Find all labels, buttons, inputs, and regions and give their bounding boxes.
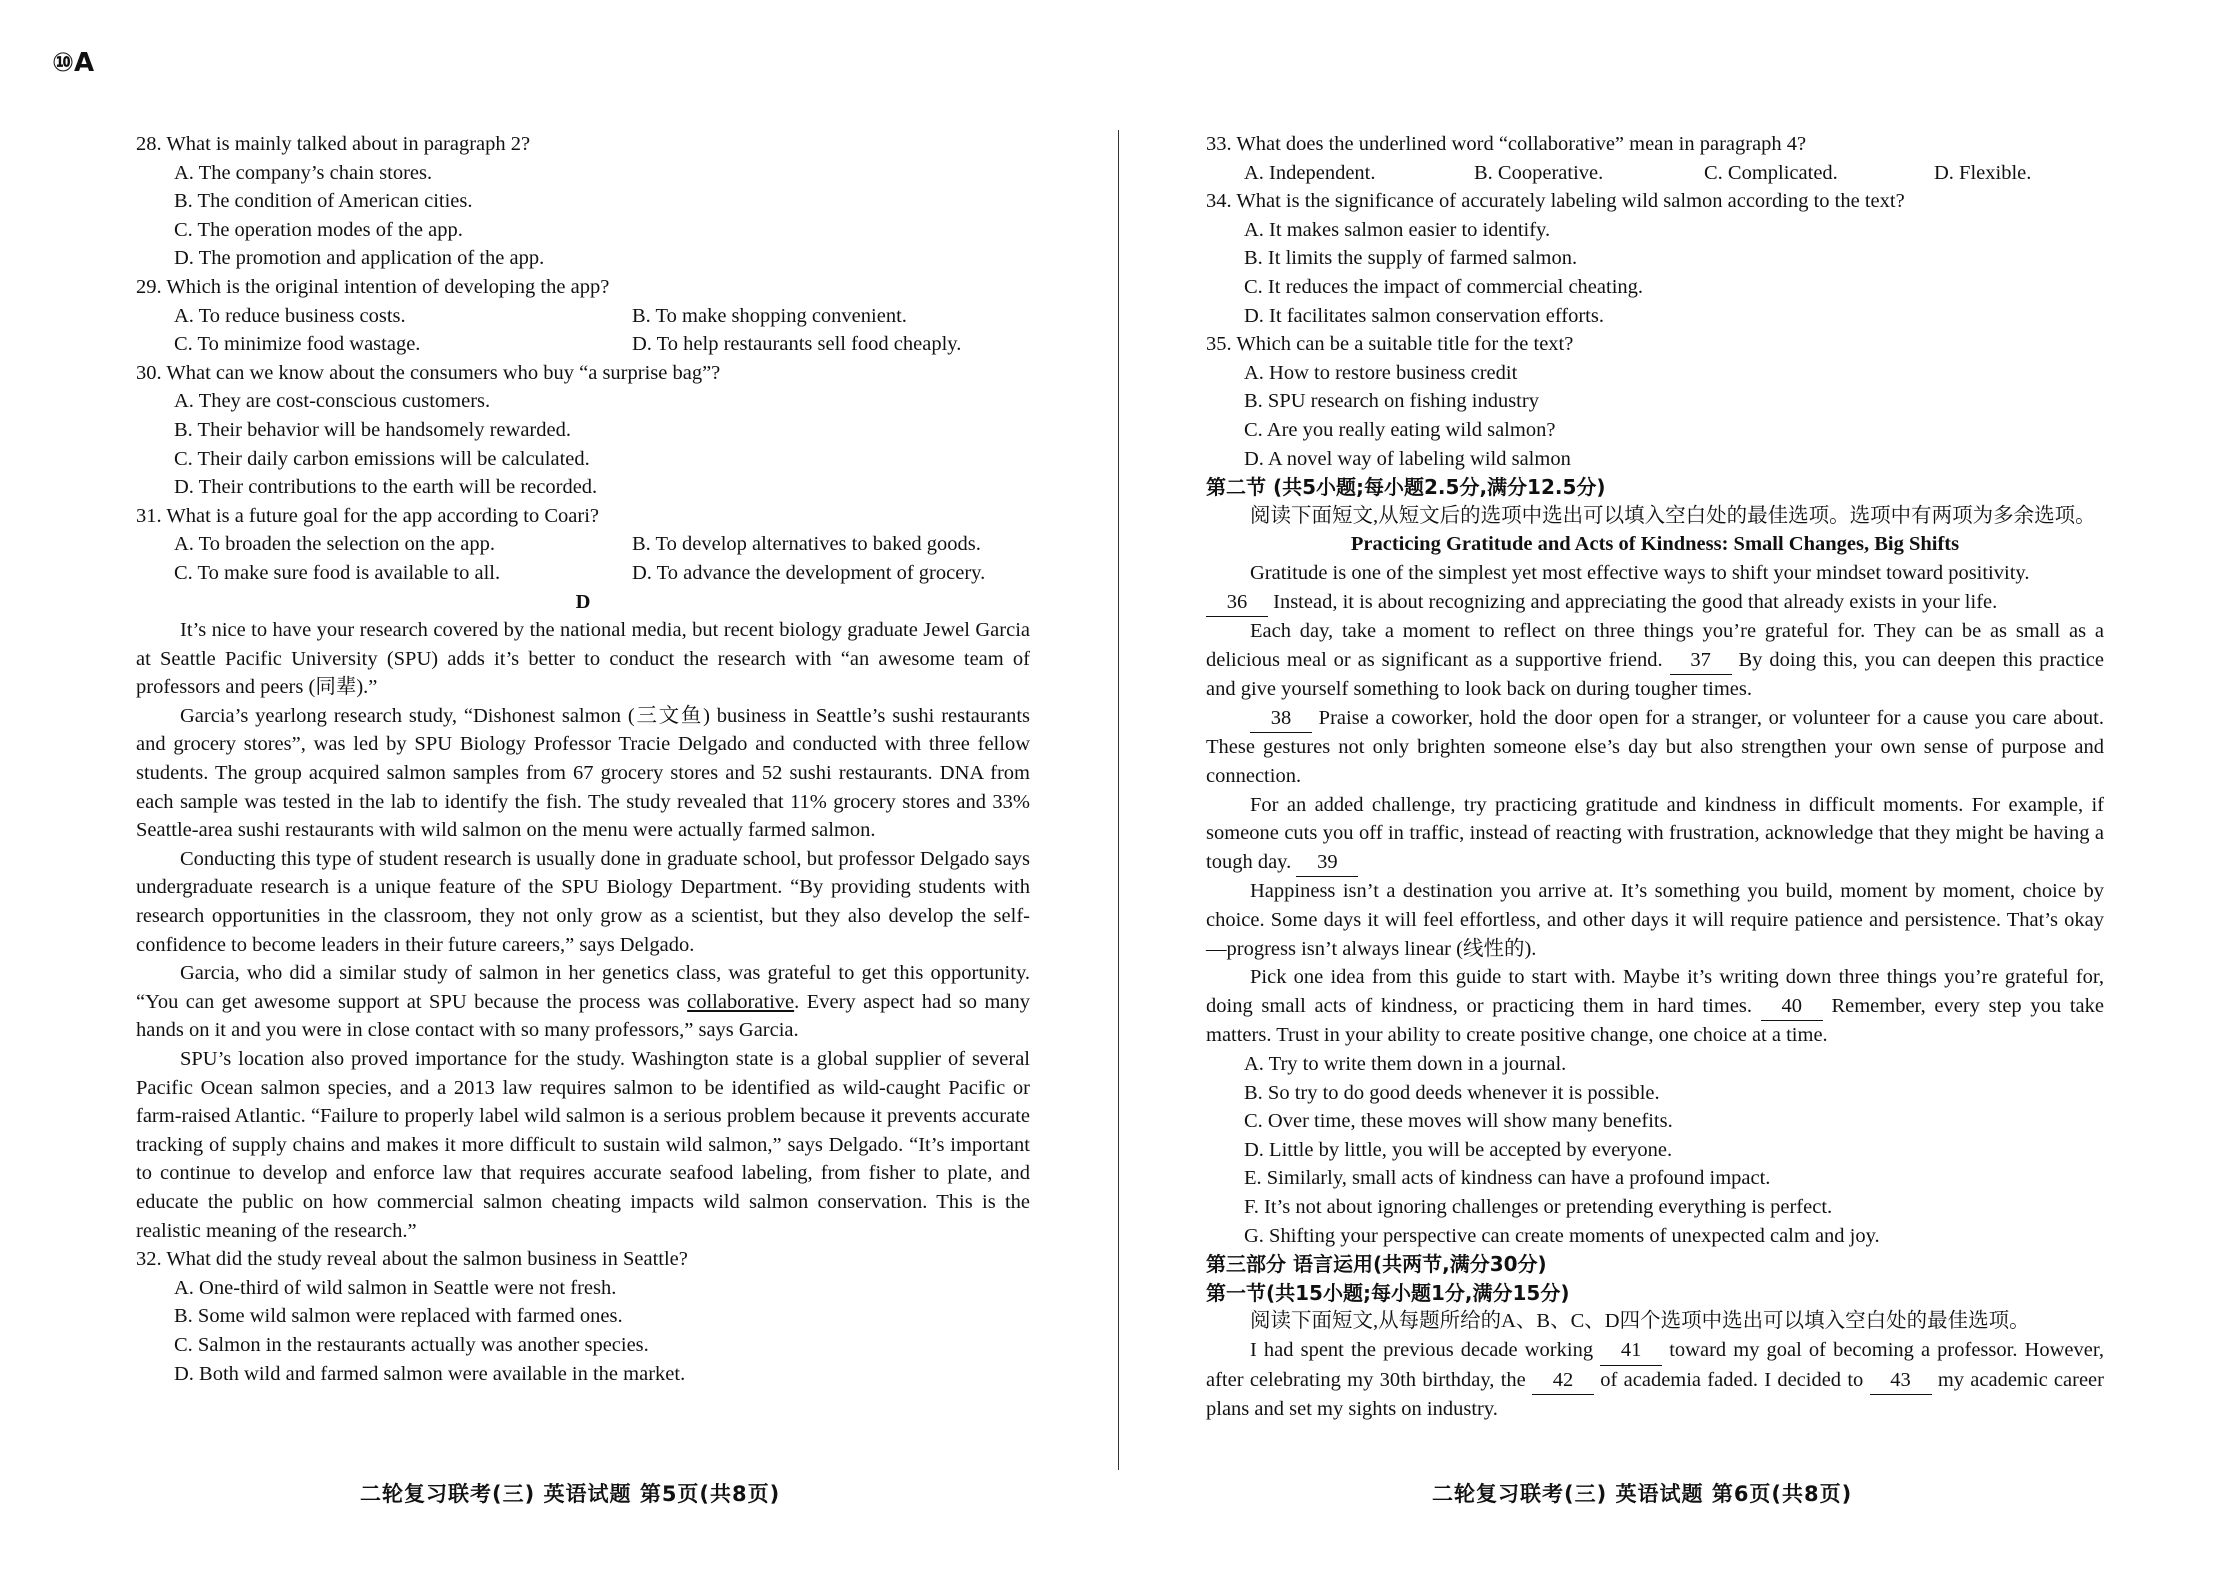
column-divider (1118, 130, 1119, 1470)
question-30: 30. What can we know about the consumers who buy “a surprise bag”? (136, 361, 721, 384)
option-row (174, 330, 1030, 359)
option: D. Flexible. (1934, 161, 2032, 184)
question-35: 35. Which can be a suitable title for the text? (1206, 333, 1574, 356)
section-d-heading: D (575, 590, 591, 613)
text: of academia faded. I decided to (1594, 1368, 1870, 1391)
section-2-instruction: 阅读下面短文,从短文后的选项中选出可以填入空白处的最佳选项。选项中有两项为多余选项。 (1250, 504, 2096, 527)
option-row (174, 302, 1030, 331)
text: Each day, take a moment to reflect on three things you’re grateful for. They can be as small as a delicious meal or as significant as a supportive friend. (1206, 620, 2104, 671)
option: B. The condition of American cities. (174, 190, 473, 213)
passage-title: Practicing Gratitude and Acts of Kindness: Small Changes, Big Shifts (1350, 533, 1960, 556)
option: B. Their behavior will be handsomely rewarded. (174, 418, 571, 441)
blank-41[interactable]: 41 (1600, 1336, 1662, 1366)
page-footer-left: 二轮复习联考(三) 英语试题 第5页(共8页) (360, 1482, 781, 1506)
text: I had spent the previous decade working (1250, 1338, 1601, 1361)
section-2-heading: 第二节 (共5小题;每小题2.5分,满分12.5分) (1206, 475, 1606, 500)
passage-paragraph: Happiness isn’t a destination you arrive at. It’s something you build, moment by moment, choice by choice. Some days it will feel effortless, and other days it will require patience and persistence. That’s okay—progress isn’t always linear (线性的). (1206, 880, 2104, 960)
corner-mark: ⑩A (52, 48, 95, 78)
option: A. One-third of wild salmon in Seattle were not fresh. (174, 1276, 617, 1299)
option: B. To develop alternatives to baked goods. (632, 533, 981, 556)
passage-paragraph: SPU’s location also proved importance for the study. Washington state is a global supplier of several Pacific Ocean salmon species, and a 2013 law requires salmon to be identified as wild-caught Pacific or farm-raised Atlantic. “Failure to properly label wild salmon is a serious problem because it prevents accurate tracking of supply chains and makes it more difficult to sustain wild salmon,” says Delgado. “It’s important to continue to develop and enforce law that requires accurate seafood labeling, from fisher to plate, and educate the public on how commercial salmon cheating impacts wild salmon conservation. This is the realistic meaning of the research.” (136, 1048, 1030, 1242)
option: A. Independent. (1244, 161, 1376, 184)
text: Remember, every step you take matters. Trust in your ability to create positive change, one choice at a time. (1206, 994, 2104, 1047)
section-1-heading: 第一节(共15小题;每小题1分,满分15分) (1206, 1280, 1570, 1305)
choice-option: F. It’s not about ignoring challenges or pretending everything is perfect. (1244, 1195, 1833, 1218)
option: C. Their daily carbon emissions will be calculated. (174, 447, 590, 470)
section-1-instruction: 阅读下面短文,从每题所给的A、B、C、D四个选项中选出可以填入空白处的最佳选项。 (1250, 1310, 2030, 1333)
passage-paragraph: It’s nice to have your research covered by the national media, but recent biology graduate Jewel Garcia at Seattle Pacific University (SPU) adds it’s better to conduct the research with “an awesome team of professors and peers (同辈).” (136, 619, 1030, 699)
blank-43[interactable]: 43 (1870, 1366, 1932, 1396)
passage-paragraph (1206, 588, 2104, 618)
option: C. To make sure food is available to all. (174, 561, 501, 584)
question-29: 29. Which is the original intention of developing the app? (136, 275, 610, 298)
option: B. It limits the supply of farmed salmon. (1244, 247, 1578, 270)
option: D. To help restaurants sell food cheaply. (632, 333, 962, 356)
option-row (174, 559, 1030, 588)
passage-paragraph (1206, 617, 2104, 704)
passage-paragraph (1206, 704, 2104, 791)
option: B. To make shopping convenient. (632, 304, 907, 327)
option: C. It reduces the impact of commercial cheating. (1244, 275, 1644, 298)
option: C. Are you really eating wild salmon? (1244, 418, 1556, 441)
option: B. Some wild salmon were replaced with farmed ones. (174, 1305, 623, 1328)
page-footer-right: 二轮复习联考(三) 英语试题 第6页(共8页) (1432, 1482, 1853, 1506)
option: D. A novel way of labeling wild salmon (1244, 447, 1571, 470)
option-row (1244, 159, 2104, 188)
passage-paragraph: Garcia’s yearlong research study, “Dishonest salmon (三文鱼) business in Seattle’s sushi restaurants and grocery stores”, was led by SPU Biology Professor Tracie Delgado and conducted with three fellow students. The group acquired salmon samples from 67 grocery stores and 52 sushi restaurants. DNA from each sample was tested in the lab to identify the fish. The study revealed that 11% grocery stores and 33% Seattle-area sushi restaurants with wild salmon on the menu were actually farmed salmon. (136, 704, 1030, 842)
text: Pick one idea from this guide to start with. Maybe it’s writing down three things you’re grateful for, doing small acts of kindness, or practicing them in hard times. (1206, 966, 2104, 1017)
option: C. Complicated. (1704, 161, 1838, 184)
option: D. Their contributions to the earth will be recorded. (174, 476, 598, 499)
option: A. It makes salmon easier to identify. (1244, 218, 1551, 241)
option: A. To reduce business costs. (174, 304, 406, 327)
option: C. The operation modes of the app. (174, 218, 463, 241)
option: A. How to restore business credit (1244, 361, 1518, 384)
option: D. It facilitates salmon conservation efforts. (1244, 304, 1604, 327)
choice-option: G. Shifting your perspective can create moments of unexpected calm and joy. (1244, 1224, 1880, 1247)
question-33: 33. What does the underlined word “collaborative” mean in paragraph 4? (1206, 133, 1807, 155)
text: Praise a coworker, hold the door open for a stranger, or volunteer for a cause you care about. These gestures not only brighten someone else’s day but also strengthen your own sense of purpose and connection. (1206, 706, 2104, 788)
question-31: 31. What is a future goal for the app according to Coari? (136, 504, 599, 527)
option: A. The company’s chain stores. (174, 161, 433, 184)
passage-paragraph (136, 959, 1030, 1045)
left-column (136, 130, 1030, 1388)
text: Garcia, who did a similar study of salmon in her genetics class, was grateful to get this opportunity. “You can get awesome support at SPU because the process was (136, 962, 1030, 1013)
question-32: 32. What did the study reveal about the salmon business in Seattle? (136, 1248, 688, 1271)
choice-option: B. So try to do good deeds whenever it is possible. (1244, 1081, 1660, 1104)
passage-paragraph (1206, 791, 2104, 878)
text: For an added challenge, try practicing gratitude and kindness in difficult moments. For example, if someone cuts you off in traffic, instead of reacting with frustration, acknowledge that they might be having a tough day. (1206, 793, 2104, 873)
option: D. Both wild and farmed salmon were available in the market. (174, 1362, 686, 1385)
blank-40[interactable]: 40 (1761, 992, 1823, 1022)
option: B. SPU research on fishing industry (1244, 390, 1539, 413)
underlined-word: collaborative (687, 990, 795, 1013)
choice-option: C. Over time, these moves will show many benefits. (1244, 1110, 1673, 1133)
passage-paragraph: Gratitude is one of the simplest yet most effective ways to shift your mindset toward positivity. (1250, 561, 2030, 584)
part-3-heading: 第三部分 语言运用(共两节,满分30分) (1206, 1252, 1547, 1277)
option: A. They are cost-conscious customers. (174, 390, 491, 413)
text: . Every aspect had so many hands on it and you were in close contact with so many professors,” says Garcia. (136, 990, 1030, 1042)
passage-paragraph (1206, 963, 2104, 1050)
choice-option: E. Similarly, small acts of kindness can have a profound impact. (1244, 1167, 1771, 1190)
right-column (1206, 130, 2104, 1424)
option: A. To broaden the selection on the app. (174, 533, 495, 556)
blank-42[interactable]: 42 (1532, 1366, 1594, 1396)
blank-38[interactable]: 38 (1250, 704, 1312, 734)
cloze-paragraph (1206, 1336, 2104, 1424)
option: C. Salmon in the restaurants actually was another species. (174, 1333, 649, 1356)
option: C. To minimize food wastage. (174, 333, 421, 356)
text: toward my goal of becoming a professor. However, after celebrating my 30th birthday, the (1206, 1338, 2104, 1391)
option: D. The promotion and application of the app. (174, 247, 545, 270)
choice-option: A. Try to write them down in a journal. (1244, 1053, 1567, 1075)
blank-37[interactable]: 37 (1670, 646, 1732, 676)
choice-option: D. Little by little, you will be accepted by everyone. (1244, 1138, 1673, 1161)
text: Instead, it is about recognizing and appreciating the good that already exists in your life. (1268, 590, 1998, 613)
passage-paragraph: Conducting this type of student research is usually done in graduate school, but professor Delgado says undergraduate research is a unique feature of the SPU Biology Department. “By providing students with research opportunities in the classroom, they not only grow as a scientist, but they also develop the self-confidence to become leaders in their future careers,” says Delgado. (136, 847, 1030, 956)
blank-36[interactable]: 36 (1206, 588, 1268, 618)
option: D. To advance the development of grocery. (632, 561, 986, 584)
text: my academic career plans and set my sights on industry. (1206, 1368, 2104, 1421)
question-28: 28. What is mainly talked about in paragraph 2? (136, 133, 531, 155)
blank-39[interactable]: 39 (1296, 848, 1358, 878)
option: B. Cooperative. (1474, 161, 1604, 184)
text: By doing this, you can deepen this practice and give yourself something to look back on during tougher times. (1206, 648, 2104, 701)
question-34: 34. What is the significance of accurately labeling wild salmon according to the text? (1206, 190, 1905, 213)
option-row (174, 530, 1030, 559)
